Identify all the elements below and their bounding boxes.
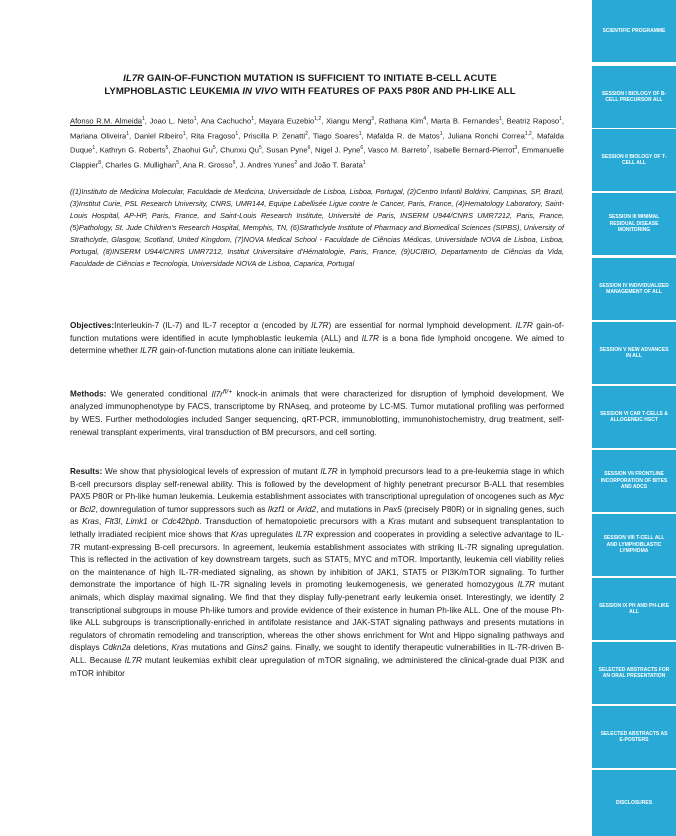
objectives-section — [70, 320, 564, 358]
sidebar-item-5[interactable]: SESSION IV INDIVIDUALIZED MANAGEMENT OF ALL — [592, 258, 676, 320]
affiliations: ((1)Instituto de Medicina Molecular, Faculdade de Medicina, Universidade de Lisboa, Lisboa, Portugal, (2)Centro Infantil Boldrini, Campinas, SP, Brazil, (3)Institut Curie, PSL Research University, CNRS, UMR144, Equipe Labellisée Ligue contre le Cancer, Paris, France, (4)Hematology Laboratory, Saint-Louis Hospital, AP-HP, Paris, France, and Saint-Louis Research Institute, Université de Paris, INSERM U944/CNRS UMR7212, Paris, France, (5)Pathology, St. Jude Children's Research Hospital, Memphis, TN, (6)Strathclyde Institute of Pharmacy and Biomedical Sciences (SIPBS), University of Strathclyde, Glasgow, Scotland, United Kingdom, (7)NOVA Medical School - Faculdade de Ciências Médicas, Universidade NOVA de Lisboa, Lisboa, Portugal, (8)INSERM U944/CNRS UMR7212, Institut Universitaire d'Hématologie, Paris, France, (9)UCIBIO, Departamento de Ciências da Vida, Faculdade de Ciências e Tecnologia, Universidade NOVA de Lisboa, Caparica, Portugal — [70, 187, 564, 268]
results-text: We show that physiological levels of expression of mutant IL7R in lymphoid precursors lead to a pre-leukemia stage in which B-cell precursors display self-renewal ability. This is followed by the development of highly penetrant precursor B-ALL that resembles PAX5 P80R or Ph-like human leukemia. Leukemia establishment associates with transcriptional upregulation of oncogenes such as Myc or Bcl2, downregulation of tumor suppressors such as Ikzf1 or Arid2, and mutations in Pax5 (precisely P80R) or in signaling genes, such as Kras, Flt3l, Limk1 or Cdc42bpb. Transduction of hematopoietic precursors with a Kras mutant and subsequent transplantation to lethally irradiated recipient mice shows that Kras upregulates IL7R expression and cooperates in providing a selective advantage to IL-7R mutant-expressing B-cell precursors. In agreement, leukemia establishment associates with striking IL-7R signaling upregulation. This is reflected in the activation of key downstream targets, such as STAT5, MYC and mTOR. Importantly, leukemia cell viability relies on the maintenance of high IL-7R-mediated signaling, as shown by inhibition of JAK1, STAT5 or PI3K/mTOR signaling. To further demonstrate the importance of high IL-7R signaling levels in promoting leukemogenesis, we generated homozygous IL7R mutant animals, which display maximal signaling. We find that they display fully-penetrant early leukemia onset. Interestingly, we identify 2 transcriptional subgroups in mouse Ph-like tumors and provide evidence of their existence in human Ph-like ALL. One of the mouse Ph-like ALL subgroups is transcriptionally-enriched in antifolate resistance and JAK-STAT signaling pathways and presents mutations in regulators of chromatin remodeling and transcription, whereas the other shows enrichment for Wnt and Hippo signaling pathways and displays Cdkn2a deletions, Kras mutations and Gins2 gains. Finally, we sought to identify therapeutic vulnerabilities in IL-7R-driven B-ALL. Because IL7R mutant leukemias exhibit clear upregulation of mTOR signaling, we administered the clinical-grade dual PI3K and mTOR inhibitor — [70, 467, 564, 678]
title-gene-name: IL7R — [123, 73, 145, 84]
sidebar-item-10[interactable]: SESSION IX PH AND PH-LIKE ALL — [592, 578, 676, 640]
methods-section — [70, 386, 564, 439]
methods-text: We generated conditional $Il7r^{fl/+}$ knock-in animals that were characterized for disruption of lymphoid development. We analyzed immunophenotype by FACS, transcriptome by RNAseq, and proteome by LC-MS. Tumor mutational profiling was performed by WES. Further methodologies included Sanger sequencing, qRT-PCR, immunoblotting, immunohistochemistry, drug treatment, self-renewal transplant experiments, viral transduction of BM precursors, and cell sorting. — [70, 388, 565, 437]
sidebar-item-8[interactable]: SESSION VII FRONTLINE INCORPORATION OF BITES AND ADCS — [592, 450, 676, 512]
sidebar-item-9[interactable]: SESSION VIII T-CELL ALL AND LYMPHOBLASTIC LYMPHOMA — [592, 514, 676, 576]
sidebar-item-13[interactable]: DISCLOSURES — [592, 770, 676, 836]
sidebar-item-4[interactable]: SESSION III MINIMAL RESIDUAL DISEASE MONITORING — [592, 193, 676, 255]
sidebar-nav — [592, 0, 676, 836]
title-in-vivo: IN VIVO — [242, 86, 278, 97]
title-line2-text: LYMPHOBLASTIC LEUKEMIA — [104, 86, 243, 97]
abstract-title — [60, 72, 560, 98]
title-line2-end: WITH FEATURES OF PAX5 P80R AND PH-LIKE ALL — [277, 86, 516, 97]
methods-label: Methods: — [70, 389, 107, 399]
title-line1-text: GAIN-OF-FUNCTION MUTATION IS SUFFICIENT TO INITIATE B-CELL ACUTE — [144, 73, 497, 84]
sidebar-item-11[interactable]: SELECTED ABSTRACTS FOR AN ORAL PRESENTATION — [592, 642, 676, 704]
sidebar-item-6[interactable]: SESSION V NEW ADVANCES IN ALL — [592, 322, 676, 384]
results-label: Results: — [70, 467, 103, 476]
authors-list: Afonso R.M. Almeida$^1$, Joao L. Neto$^1$, Ana Cachucho$^1$, Mayara Euzebio$^{1,2}$, Xiangu Meng$^3$, Rathana Kim$^4$, Marta B. Fernandes$^1$, Beatriz Raposo$^1$, Mariana Oliveira$^1$, Daniel Ribeiro$^1$, Rita Fragoso$^1$, Priscilla P. Zenatti$^2$, Tiago Soares$^1$, Mafalda R. de Matos$^1$, Juliana Ronchi Correa$^{1,2}$, Mafalda Duque$^1$, Kathryn G. Roberts$^5$, Zhaohui Gu$^5$, Chunxu Qu$^5$, Susan Pyne$^6$, Nigel J. Pyne$^6$, Vasco M. Barreto$^7$, Isabelle Bernard-Pierrot$^3$, Emmanuelle Clappier$^8$, Charles G. Mullighan$^5$, Ana R. Grosso$^9$, J. Andres Yunes$^2$ and João T. Barata$^1$ — [70, 116, 565, 170]
sidebar-item-3[interactable]: SESSION II BIOLOGY OF T-CELL ALL — [592, 129, 676, 191]
sidebar-item-1[interactable]: SCIENTIFIC PROGRAMME — [592, 0, 676, 62]
sidebar-item-7[interactable]: SESSION VI CAR T-CELLS & ALLOGENEIC HSCT — [592, 386, 676, 448]
results-section — [70, 466, 564, 680]
sidebar-item-12[interactable]: SELECTED ABSTRACTS AS E-POSTERS — [592, 706, 676, 768]
sidebar-item-2[interactable]: SESSION I BIOLOGY OF B-CELL PRECURSOR ALL — [592, 66, 676, 128]
objectives-label: Objectives: — [70, 321, 115, 330]
objectives-text: Interleukin-7 (IL-7) and IL-7 receptor α (encoded by IL7R) are essential for normal lymphoid development. IL7R gain-of-function mutations were identified in acute lymphoblastic leukemia (ALL) and IL7R is a bona fide lymphoid oncogene. We aimed to determine whether IL7R gain-of-function mutations alone can initiate leukemia. — [70, 321, 565, 356]
